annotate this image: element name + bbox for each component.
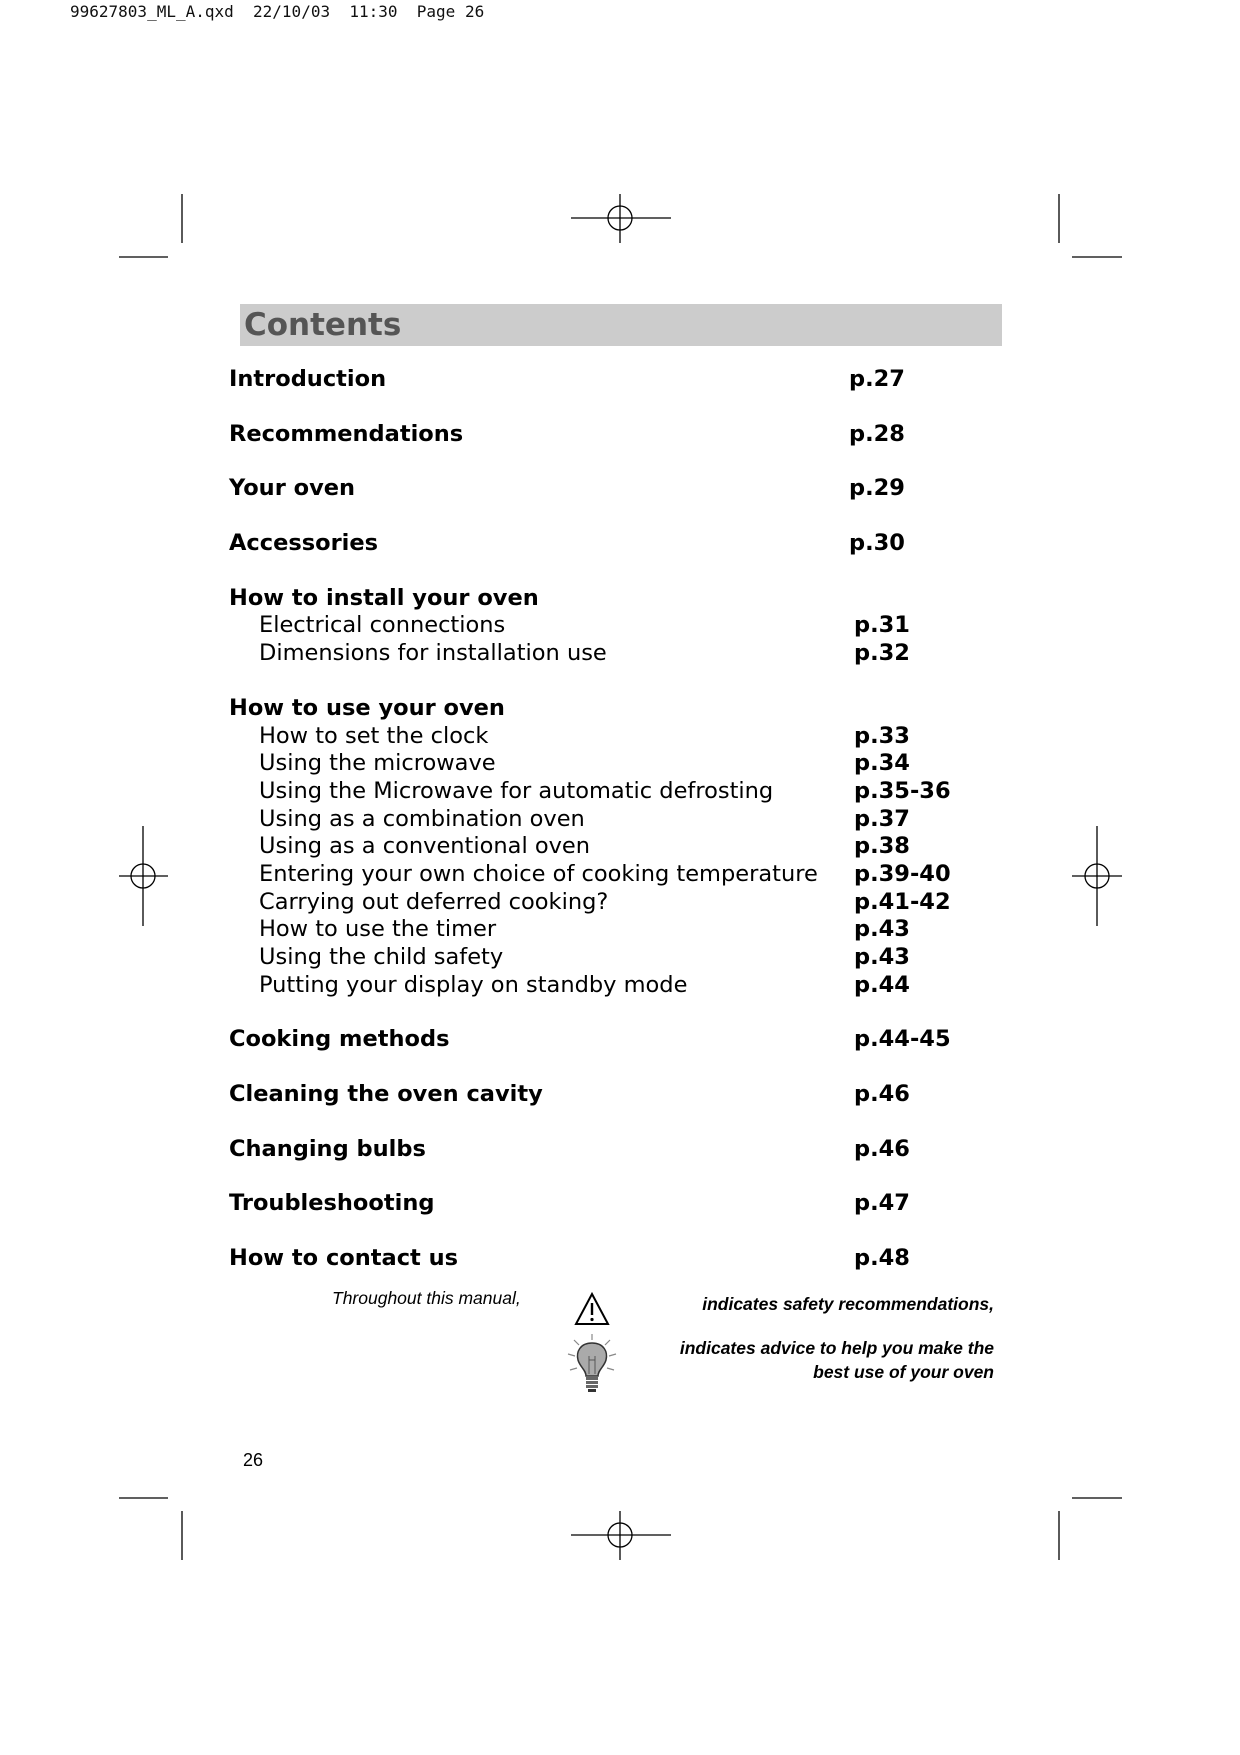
toc-section — [229, 530, 1029, 558]
toc-subentry — [229, 972, 1029, 1000]
toc-subentry-page: p.31 — [854, 612, 910, 639]
toc-subentry — [229, 833, 1029, 861]
toc-subentry-label: Entering your own choice of cooking temperature — [259, 860, 818, 887]
toc-entry — [229, 585, 1029, 613]
toc-entry-label: Your oven — [229, 475, 356, 502]
toc-subentry-label: Using as a conventional oven — [259, 833, 591, 860]
toc-entry — [229, 1081, 1029, 1109]
toc-entry — [229, 366, 1029, 394]
toc-subentry-page: p.39-40 — [854, 860, 951, 887]
toc-subentry — [229, 806, 1029, 834]
toc-subentry-page: p.35-36 — [854, 777, 951, 804]
toc-entry-label: How to install your oven — [229, 584, 539, 611]
toc-entry — [229, 1026, 1029, 1054]
legend-advice-line1: indicates advice to help you make the — [679, 1338, 994, 1358]
toc-subentry-label: Dimensions for installation use — [259, 640, 607, 667]
toc-section — [229, 366, 1029, 394]
toc-entry-label: Troubleshooting — [229, 1190, 435, 1217]
toc-subentry — [229, 612, 1029, 640]
toc-entry-label: Cleaning the oven cavity — [229, 1081, 543, 1108]
toc-subentry — [229, 916, 1029, 944]
toc-section — [229, 1190, 1029, 1218]
toc-section — [229, 1136, 1029, 1164]
toc-subentry-label: Electrical connections — [259, 612, 506, 639]
toc-entry — [229, 695, 1029, 723]
toc-section — [229, 475, 1029, 503]
toc-entry — [229, 1245, 1029, 1273]
toc-section — [229, 1026, 1029, 1054]
toc-section — [229, 1081, 1029, 1109]
toc-subentry-page: p.37 — [854, 805, 910, 832]
toc-entry-page: p.27 — [849, 366, 905, 392]
table-of-contents — [229, 366, 1029, 1300]
toc-subentry-label: Using as a combination oven — [259, 805, 585, 832]
toc-entry-page: p.46 — [854, 1135, 910, 1162]
toc-subentry — [229, 640, 1029, 668]
toc-section — [229, 1245, 1029, 1273]
toc-subentry-label: How to use the timer — [259, 916, 497, 943]
toc-entry-label: Cooking methods — [229, 1026, 450, 1053]
page-number: 26 — [243, 1450, 264, 1470]
toc-subentry-label: Using the Microwave for automatic defrosting — [259, 777, 774, 804]
toc-subentry — [229, 861, 1029, 889]
toc-entry-page: p.48 — [854, 1245, 910, 1272]
toc-subentry-label: Putting your display on standby mode — [259, 971, 688, 998]
toc-entry — [229, 1136, 1029, 1164]
toc-entry-label: How to use your oven — [229, 694, 505, 721]
toc-entry-page: p.47 — [854, 1190, 910, 1217]
contents-title-bar — [240, 304, 1002, 346]
toc-entry-page: p.46 — [854, 1081, 910, 1108]
toc-subentry-page: p.32 — [854, 640, 910, 667]
toc-entry-label: Accessories — [229, 530, 379, 557]
toc-entry-label: Introduction — [229, 366, 387, 392]
toc-entry-page: p.30 — [849, 530, 905, 557]
toc-entry-label: How to contact us — [229, 1245, 459, 1272]
toc-subentry-page: p.34 — [854, 750, 910, 777]
toc-section — [229, 421, 1029, 449]
legend-advice-line2: best use of your oven — [813, 1362, 994, 1382]
toc-subentry-page: p.41-42 — [854, 888, 951, 915]
toc-section — [229, 695, 1029, 1000]
toc-subentry-label: Using the child safety — [259, 944, 504, 970]
toc-subentry — [229, 944, 1029, 972]
toc-entry — [229, 530, 1029, 558]
toc-subentry-label: Using the microwave — [259, 750, 496, 777]
toc-entry-label: Recommendations — [229, 420, 464, 447]
legend-intro: Throughout this manual, — [332, 1288, 521, 1308]
toc-entry — [229, 421, 1029, 449]
toc-subentry-page: p.38 — [854, 833, 910, 860]
toc-entry-page: p.28 — [849, 420, 905, 447]
toc-subentry — [229, 778, 1029, 806]
toc-subentry-label: Carrying out deferred cooking? — [259, 888, 609, 915]
toc-entry — [229, 1190, 1029, 1218]
toc-subentry-label: How to set the clock — [259, 722, 489, 749]
toc-entry — [229, 475, 1029, 503]
toc-subentry — [229, 750, 1029, 778]
page-title: Contents — [244, 307, 402, 343]
toc-entry-label: Changing bulbs — [229, 1135, 426, 1162]
toc-subentry — [229, 889, 1029, 917]
toc-subentry-page: p.43 — [854, 944, 910, 970]
file-header: 99627803_ML_A.qxd 22/10/03 11:30 Page 26 — [70, 2, 485, 21]
toc-subentry-page: p.43 — [854, 916, 910, 943]
toc-subentry-page: p.33 — [854, 722, 910, 749]
toc-entry-page: p.44-45 — [854, 1026, 951, 1053]
legend-safety-text: indicates safety recommendations, — [702, 1294, 994, 1314]
toc-subentry-page: p.44 — [854, 971, 910, 998]
toc-section — [229, 585, 1029, 668]
toc-subentry — [229, 723, 1029, 751]
toc-entry-page: p.29 — [849, 475, 905, 502]
